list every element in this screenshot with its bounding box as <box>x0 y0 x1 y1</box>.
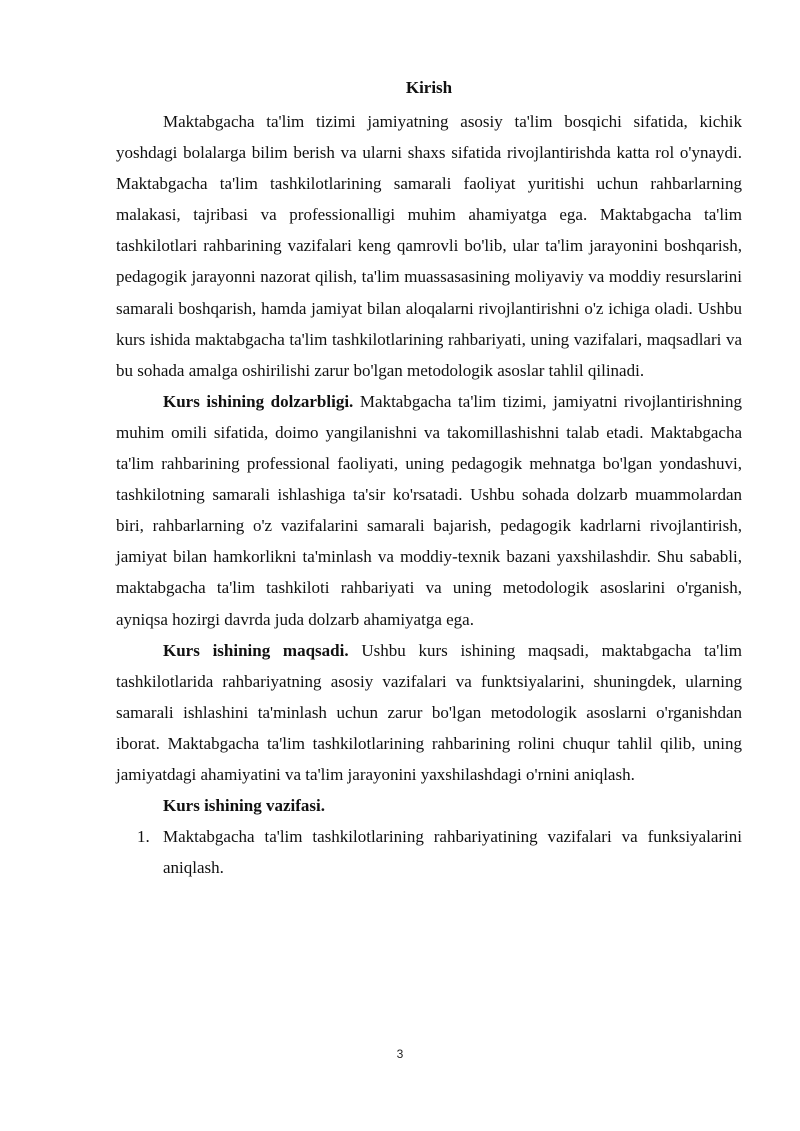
tasks-list <box>116 821 742 883</box>
tasks-heading: Kurs ishining vazifasi. <box>163 796 326 816</box>
page-number: 3 <box>396 1047 404 1061</box>
relevance-paragraph <box>116 386 742 635</box>
goal-text: Ushbu kurs ishining maqsadi, maktabgacha ta'lim tashkilotlarida rahbariyatning asosiy vazifalari va funktsiyalarini, shuningdek, ularning samarali ishlashini ta'minlash uchun zarur bo'lgan metodologik asoslarni o'rganishdan iborat. Maktabgacha ta'lim tashkilotlarining rahbarining rolini chuqur tahlil qilib, uning jamiyatdagi ahamiyatini va ta'lim jarayonini yaxshilashdagi o'rnini aniqlash. <box>116 640 742 784</box>
relevance-text: Maktabgacha ta'lim tizimi, jamiyatni rivojlantirishning muhim omili sifatida, doimo yangilanishni va takomillashishni talab etadi. Maktabgacha ta'lim rahbarining professional faoliyati, uning pedagogik mehnatga bo'lgan yondashuvi, tashkilotning samarali ishlashiga ta'sir ko'rsatadi. Ushbu sohada dolzarb muammolardan biri, rahbarlarning o'z vazifalarini samarali bajarish, pedagogik kadrlarni rivojlantirish, jamiyat bilan hamkorlikni ta'minlash va moddiy-texnik bazani yaxshilashdir. Shu sababli, maktabgacha ta'lim tashkiloti rahbariyati va uning metodologik asoslarini o'rganish, ayniqsa hozirgi davrda juda dolzarb ahamiyatga ega. <box>116 391 742 629</box>
intro-paragraph: Maktabgacha ta'lim tizimi jamiyatning asosiy ta'lim bosqichi sifatida, kichik yoshdagi bolalarga bilim berish va ularni shaxs sifatida rivojlantirishda katta rol o'ynaydi. Maktabgacha ta'lim tashkilotlarining samarali faoliyat yuritishi uchun rahbarlarning malakasi, tajribasi va professionalligi muhim ahamiyatga ega. Maktabgacha ta'lim tashkilotlari rahbarining vazifalari keng qamrovli bo'lib, ular ta'lim jarayonini boshqarish, pedagogik jarayonni nazorat qilish, ta'lim muassasasining moliyaviy va moddiy resurslarini samarali boshqarish, hamda jamiyat bilan aloqalarni rivojlantirishni o'z ichiga oladi. Ushbu kurs ishida maktabgacha ta'lim tashkilotlarining rahbariyati, uning vazifalari, maqsadlari va bu sohada amalga oshirilishi zarur bo'lgan metodologik asoslar tahlil qilinadi. <box>116 112 742 380</box>
document-page <box>116 76 742 883</box>
list-item <box>116 821 742 883</box>
list-item-text: Maktabgacha ta'lim tashkilotlarining rahbariyatining vazifalari va funksiyalarini aniqlash. <box>163 827 742 878</box>
relevance-label: Kurs ishining dolzarbligi. <box>163 391 354 411</box>
goal-paragraph <box>116 635 742 790</box>
section-heading: Kirish <box>405 78 453 97</box>
list-item-number: 1. <box>137 827 150 847</box>
goal-label: Kurs ishining maqsadi. <box>163 640 349 660</box>
